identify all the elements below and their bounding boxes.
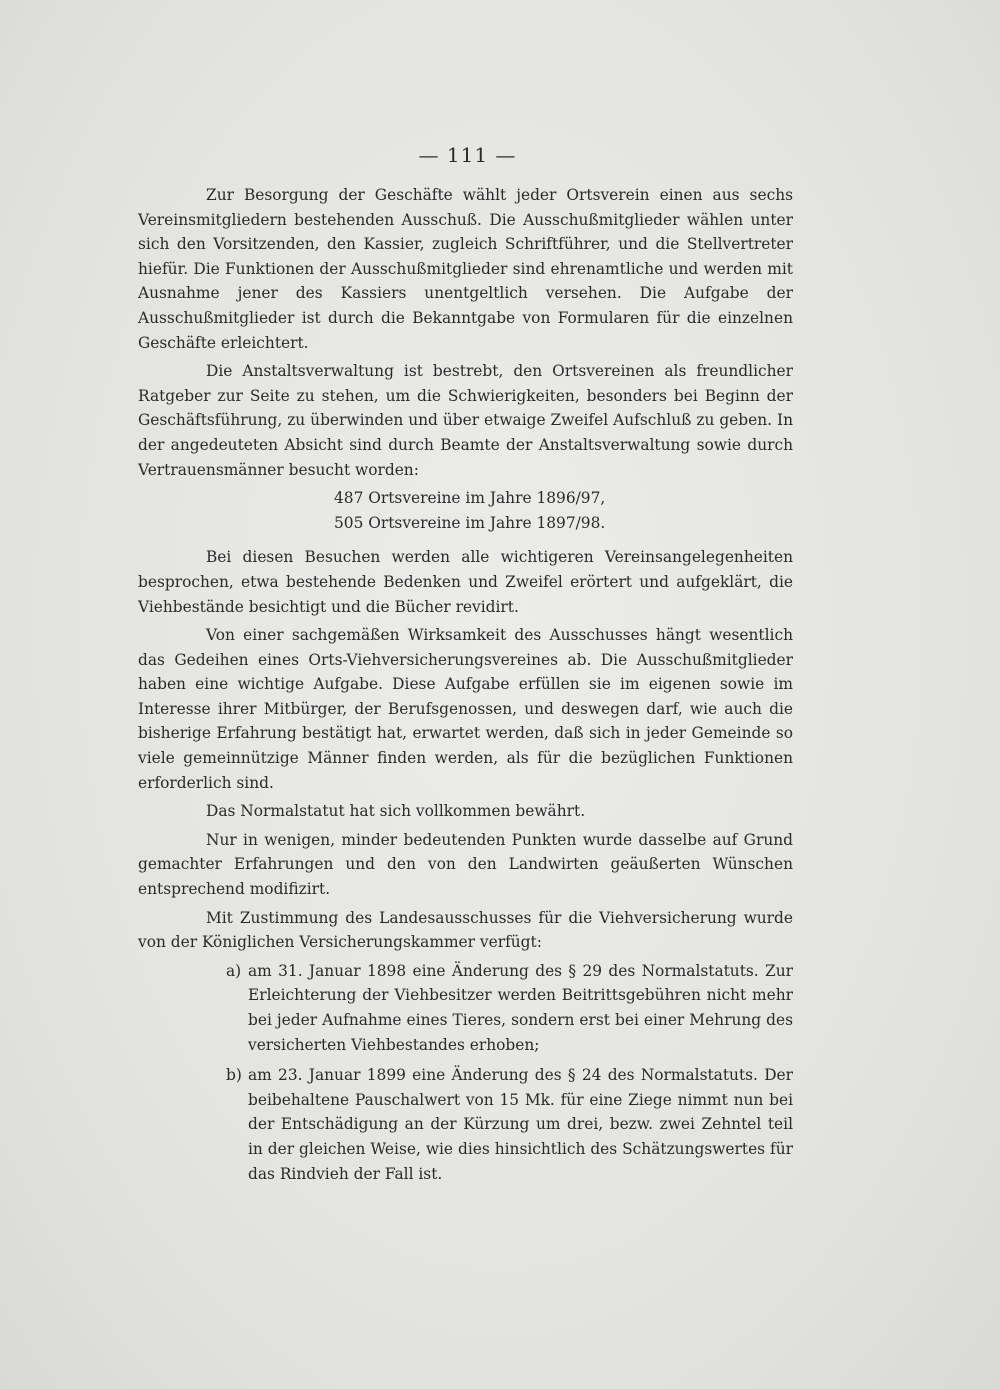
visit-statistics	[138, 486, 793, 535]
amendment-item	[138, 959, 793, 1057]
paragraph: Nur in wenigen, minder bedeutenden Punkten wurde dasselbe auf Grund gemachter Erfahrungen und den von den Landwirten geäußerten Wünschen entsprechend modifizirt.	[138, 830, 793, 899]
visit-line: 487 Ortsvereine im Jahre 1896/97,	[334, 489, 606, 508]
paragraph: Mit Zustimmung des Landesausschusses für die Viehversicherung wurde von der Königlichen Versicherungskammer verfügt:	[138, 908, 793, 952]
paragraph: Die Anstaltsverwaltung ist bestrebt, den Ortsvereinen als freundlicher Ratgeber zur Seite zu stehen, um die Schwierigkeiten, besonders bei Beginn der Geschäftsführung, zu überwinden und über etwaige Zweifel Aufschluß zu geben. In der angedeuteten Absicht sind durch Beamte der Anstaltsverwaltung sowie durch Vertrauensmänner besucht worden:	[138, 362, 793, 479]
visit-line: 505 Ortsvereine im Jahre 1897/98.	[334, 513, 606, 532]
amendment-marker: b)	[226, 1066, 242, 1085]
paragraph: Zur Besorgung der Geschäfte wählt jeder Ortsverein einen aus sechs Vereinsmitgliedern bestehenden Ausschuß. Die Ausschußmitglieder wählen unter sich den Vorsitzenden, den Kassier, zugleich Schriftführer, und die Stellvertreter hiefür. Die Funktionen der Ausschußmitglieder sind ehrenamtliche und werden mit Ausnahme jener des Kassiers unentgeltlich versehen. Die Aufgabe der Ausschußmitglieder ist durch die Bekanntgabe von Formularen für die einzelnen Geschäfte erleichtert.	[138, 186, 793, 352]
amendment-marker: a)	[226, 961, 242, 980]
page-number: — 111 —	[418, 143, 517, 167]
amendment-item	[138, 1063, 793, 1186]
paragraph: Das Normalstatut hat sich vollkommen bewährt.	[206, 802, 586, 821]
amendment-text: am 23. Januar 1899 eine Änderung des § 24 des Normalstatuts. Der beibehaltene Pauschalwert von 15 Mk. für eine Ziege nimmt nun bei der Entschädigung an der Kürzung um drei, bezw. zwei Zehntel teil in der gleichen Weise, wie dies hinsichtlich des Schätzungswertes für das Rindvieh der Fall ist.	[248, 1066, 793, 1183]
body-text	[138, 183, 793, 1192]
amendment-text: am 31. Januar 1898 eine Änderung des § 29 des Normalstatuts. Zur Erleichterung der Viehbesitzer werden Beitrittsgebühren nicht mehr bei jeder Aufnahme eines Tieres, sondern erst bei einer Mehrung des versicherten Viehbestandes erhoben;	[248, 961, 793, 1054]
amendment-list	[138, 959, 793, 1186]
paragraph: Von einer sachgemäßen Wirksamkeit des Ausschusses hängt wesentlich das Gedeihen eines Orts-Viehversicherungsvereines ab. Die Ausschußmitglieder haben eine wichtige Aufgabe. Diese Aufgabe erfüllen sie im eigenen sowie im Interesse ihrer Mitbürger, der Berufsgenossen, und deswegen darf, wie auch die bisherige Erfahrung bestätigt hat, erwartet werden, daß sich in jeder Gemeinde so viele gemeinnützige Männer finden werden, als für die bezüglichen Funktionen erforderlich sind.	[138, 626, 793, 792]
paragraph: Bei diesen Besuchen werden alle wichtigeren Vereinsangelegenheiten besprochen, etwa bestehende Bedenken und Zweifel erörtert und aufgeklärt, die Viehbestände besichtigt und die Bücher revidirt.	[138, 548, 793, 616]
